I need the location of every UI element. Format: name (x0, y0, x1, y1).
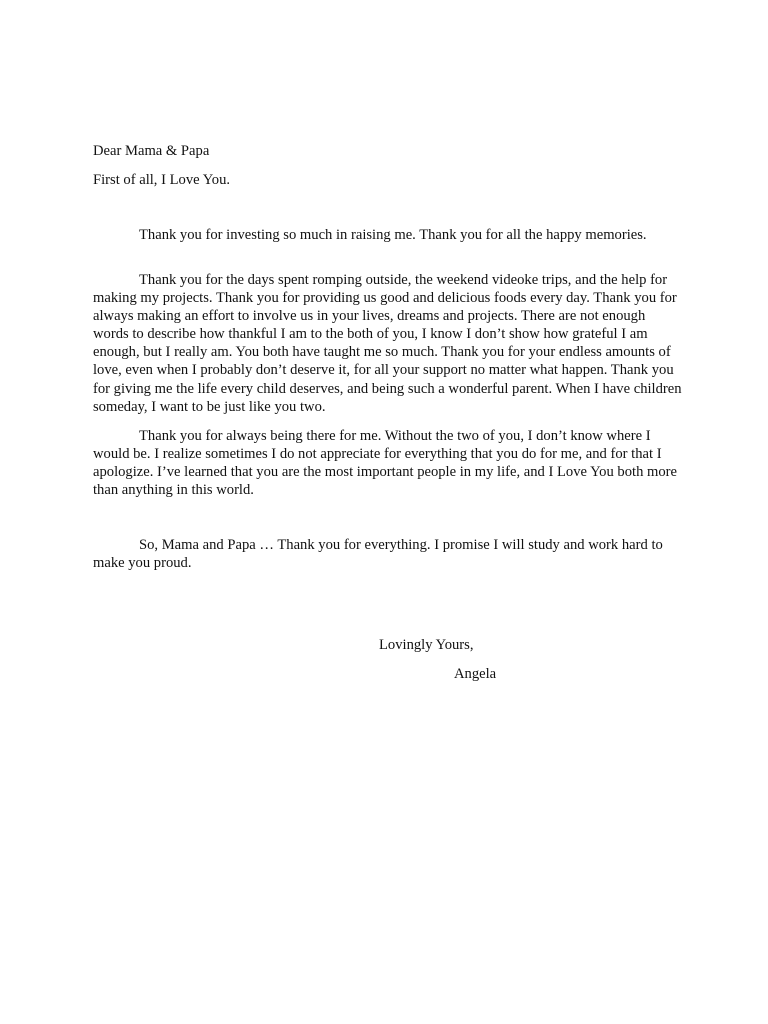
letter-paragraph-2: Thank you for the days spent romping outside, the weekend videoke trips, and the help for making my projects. Thank you for providing us good and delicious foods every day. Thank you for always making an effort to involve us in your lives, dreams and projects. There are not enough words to describe how thankful I am to the both of you, I know I don’t show how grateful I am enough, but I really am. You both have taught me so much. Thank you for your endless amounts of love, even when I probably don’t deserve it, for all your support no matter what happen. Thank you for giving me the life every child deserves, and being such a wonderful parent. When I have children someday, I want to be just like you two. (93, 272, 682, 415)
letter-opening: First of all, I Love You. (93, 172, 231, 188)
letter-paragraph-1: Thank you for investing so much in raising me. Thank you for all the happy memories. (139, 227, 647, 243)
letter-salutation: Dear Mama & Papa (93, 143, 210, 159)
letter-closing: Lovingly Yours, (379, 637, 474, 653)
letter-paragraph-4: So, Mama and Papa … Thank you for everything. I promise I will study and work hard to make you proud. (93, 537, 663, 572)
letter-paragraph-3: Thank you for always being there for me. Without the two of you, I don’t know where I would be. I realize sometimes I do not appreciate for everything that you do for me, and for that I apologize. I’ve learned that you are the most important people in my life, and I Love You both more than anything in this world. (93, 428, 677, 499)
letter-signature: Angela (454, 666, 497, 682)
